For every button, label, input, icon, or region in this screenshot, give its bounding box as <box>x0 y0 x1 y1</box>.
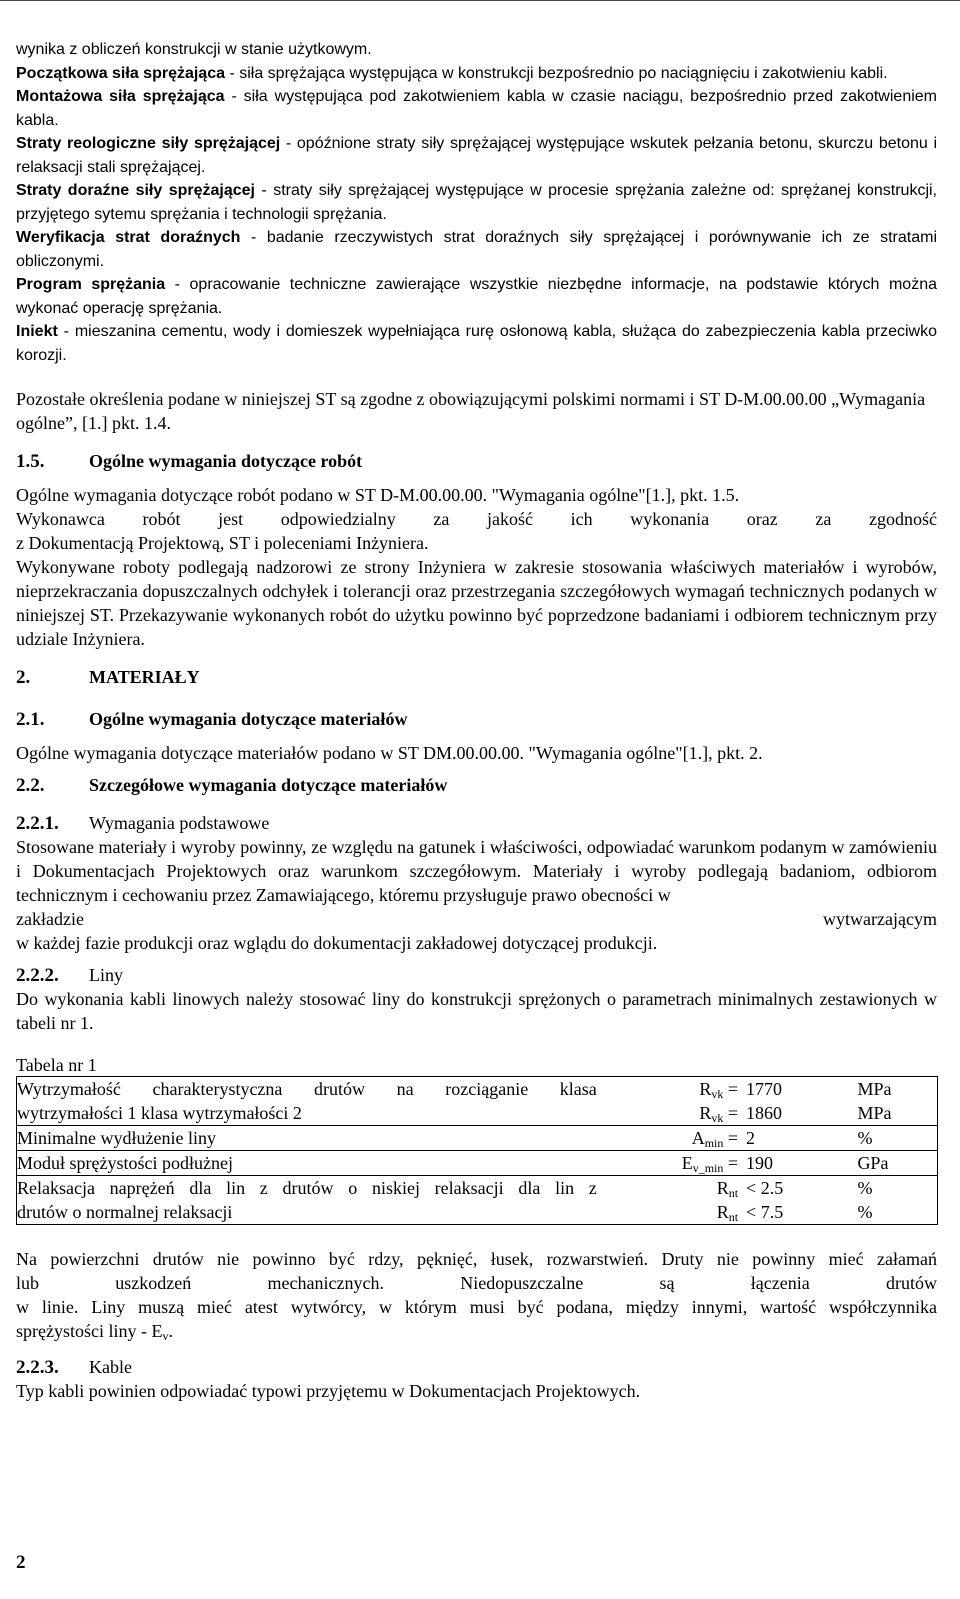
row-symbol: $R_{nt}$ <box>716 1202 739 1224</box>
row-symbol: $A_{min}$ = <box>691 1128 739 1150</box>
section-title: Kable <box>89 1357 132 1377</box>
row-unit: % <box>857 1202 873 1222</box>
section-heading-2-2-2 <box>16 965 937 987</box>
page-number: 2 <box>16 1552 26 1573</box>
section-heading-1-5 <box>16 451 937 473</box>
paragraph-line: Wykonawca robót jest odpowiedzialny za jakość ich wykonania oraz za zgodność <box>16 509 937 529</box>
definition-item: Montażowa siła sprężająca - siła występująca pod zakotwieniem kabla w czasie naciągu, bezpośrednio przed zakotwieniem kabla. <box>16 88 937 129</box>
section-title: Ogólne wymagania dotyczące robót <box>89 451 363 471</box>
section-heading-2-2-3 <box>16 1357 937 1379</box>
row-value: 190 <box>746 1153 774 1173</box>
row-symbol: $R_{vk}$ = <box>699 1103 739 1125</box>
definition-item: Początkowa siła sprężająca - siła sprężająca występująca w konstrukcji bezpośrednio po naciągnięciu i zakotwieniu kabli. <box>16 64 888 82</box>
definition-item: Straty reologiczne siły sprężającej - opóźnione straty siły sprężającej występujące wskutek pełzania betonu, skurczu betonu i relaksacji stali sprężającej. <box>16 135 938 176</box>
row-value: 2 <box>746 1128 756 1148</box>
row-value: 1860 <box>746 1103 783 1123</box>
paragraph-line: lub uszkodzeń mechanicznych. Niedopuszczalne są łączenia drutów <box>16 1273 937 1293</box>
row-value: < 2.5 <box>746 1178 784 1198</box>
section-title: Wymagania podstawowe <box>89 813 270 833</box>
definitions <box>16 38 937 367</box>
paragraph: Stosowane materiały i wyroby powinny, ze względu na gatunek i właściwości, odpowiadać warunkom podanym w zamówieniu i Dokumentacjach Projektowych oraz warunkom szczegółowym. Materiały i wyroby podlegają badaniom, odbiorom technicznym i cechowaniu przez Zamawiającego, któremu przysługuje prawo obecności w <box>16 837 937 905</box>
section-heading-2-2-1 <box>16 813 937 835</box>
section-number: 2.2.1. <box>16 813 59 834</box>
paragraph: Typ kabli powinien odpowiadać typowi przyjętemu w Dokumentacjach Projektowych. <box>16 1381 641 1401</box>
row-unit: % <box>857 1178 873 1198</box>
section-number: 1.5. <box>16 451 45 472</box>
definition-item: wynika z obliczeń konstrukcji w stanie użytkowym. <box>16 41 372 58</box>
row-description: wytrzymałości 1 klasa wytrzymałości 2 <box>17 1103 302 1123</box>
section-heading-2-2 <box>16 775 937 797</box>
definition-item: Weryfikacja strat doraźnych - badanie rzeczywistych strat doraźnych siły sprężającej i porównywanie ich ze stratami obliczonymi. <box>16 229 938 270</box>
paragraph-line: zakładzie wytwarzającym <box>16 909 937 929</box>
table-row <box>17 1126 938 1151</box>
table-caption: Tabela nr 1 <box>16 1055 97 1075</box>
section-title: Szczegółowe wymagania dotyczące materiałów <box>89 775 448 795</box>
remaining-definitions: Pozostałe określenia podane w niniejszej ST są zgodne z obowiązującymi polskimi normami i ST D-M.00.00.00 „Wymagania ogólne”, [1.] pkt. 1.4. <box>16 389 926 433</box>
section-number: 2.2. <box>16 775 45 796</box>
row-symbol: $R_{vk}$ = <box>699 1079 739 1101</box>
row-description: Moduł sprężystości podłużnej <box>17 1153 233 1173</box>
paragraph-line: w linie. Liny muszą mieć atest wytwórcy, w którym musi być podana, między innymi, wartość współczynnika <box>16 1297 937 1317</box>
after-table-paragraph <box>16 1247 937 1343</box>
row-description: Relaksacja naprężeń dla lin z drutów o niskiej relaksacji dla lin z <box>17 1178 597 1198</box>
section-number: 2. <box>16 667 31 688</box>
row-description: Minimalne wydłużenie liny <box>17 1128 216 1148</box>
header-rule <box>0 0 960 1</box>
paragraph-line: sprężystości liny - $E_v$. <box>16 1321 173 1343</box>
section-title: MATERIAŁY <box>89 667 200 687</box>
paragraph-line: w każdej fazie produkcji oraz wglądu do dokumentacji zakładowej dotyczącej produkcji. <box>16 933 658 953</box>
row-description: drutów o normalnej relaksacji <box>17 1202 233 1222</box>
row-unit: MPa <box>857 1103 892 1123</box>
table-row <box>17 1151 938 1176</box>
definition-item: Straty doraźne siły sprężającej - straty siły sprężającej występujące w procesie sprężania zależne od: sprężanej konstrukcji, przyjętego sytemu sprężania i technologii sprężania. <box>16 182 937 223</box>
paragraph: Ogólne wymagania dotyczące materiałów podano w ST DM.00.00.00. "Wymagania ogólne"[1.], pkt. 2. <box>16 743 763 763</box>
table-row <box>17 1176 938 1225</box>
section-heading-2 <box>16 667 937 689</box>
row-symbol: $R_{nt}$ <box>716 1178 739 1200</box>
row-value: < 7.5 <box>746 1202 784 1222</box>
document-page <box>16 38 937 1403</box>
paragraph: Wykonywane roboty podlegają nadzorowi ze strony Inżyniera w zakresie stosowania właściwych materiałów i wyrobów, nieprzekraczania dopuszczalnych odchyłek i tolerancji oraz przestrzegania szczegółowych wymagań technicznych podanych w niniejszej ST. Przekazywanie wykonanych robót do użytku powinno być poprzedzone badaniami i odbiorem technicznym przy udziale Inżyniera. <box>16 557 937 649</box>
definition-item: Iniekt - mieszanina cementu, wody i domieszek wypełniająca rurę osłonową kabla, służąca do zabezpieczenia kabla przeciwko korozji. <box>16 323 937 364</box>
paragraph-line: z Dokumentacją Projektową, ST i poleceniami Inżyniera. <box>16 533 429 553</box>
row-value: 1770 <box>746 1079 783 1099</box>
row-symbol: $E_{v\_min}$ = <box>681 1153 739 1175</box>
row-unit: MPa <box>857 1079 892 1099</box>
section-number: 2.2.2. <box>16 965 59 986</box>
section-number: 2.1. <box>16 709 45 730</box>
parameters-table <box>16 1076 938 1225</box>
paragraph-line: Na powierzchni drutów nie powinno być rdzy, pęknięć, łusek, rozwarstwień. Druty nie powinny mieć załamań <box>16 1249 937 1269</box>
section-heading-2-1 <box>16 709 937 731</box>
row-unit: GPa <box>857 1153 889 1173</box>
section-number: 2.2.3. <box>16 1357 59 1378</box>
table-row <box>17 1077 938 1126</box>
section-title: Liny <box>89 965 123 985</box>
definition-item: Program sprężania - opracowanie techniczne zawierające wszystkie niezbędne informacje, na podstawie których można wykonać operację sprężania. <box>16 276 937 317</box>
paragraph: Ogólne wymagania dotyczące robót podano w ST D-M.00.00.00. "Wymagania ogólne"[1.], pkt. 1.5. <box>16 485 740 505</box>
row-unit: % <box>857 1128 873 1148</box>
paragraph: Do wykonania kabli linowych należy stosować liny do konstrukcji sprężonych o parametrach minimalnych zestawionych w tabeli nr 1. <box>16 989 937 1033</box>
row-description: Wytrzymałość charakterystyczna drutów na rozciąganie klasa <box>17 1079 597 1099</box>
section-title: Ogólne wymagania dotyczące materiałów <box>89 709 408 729</box>
